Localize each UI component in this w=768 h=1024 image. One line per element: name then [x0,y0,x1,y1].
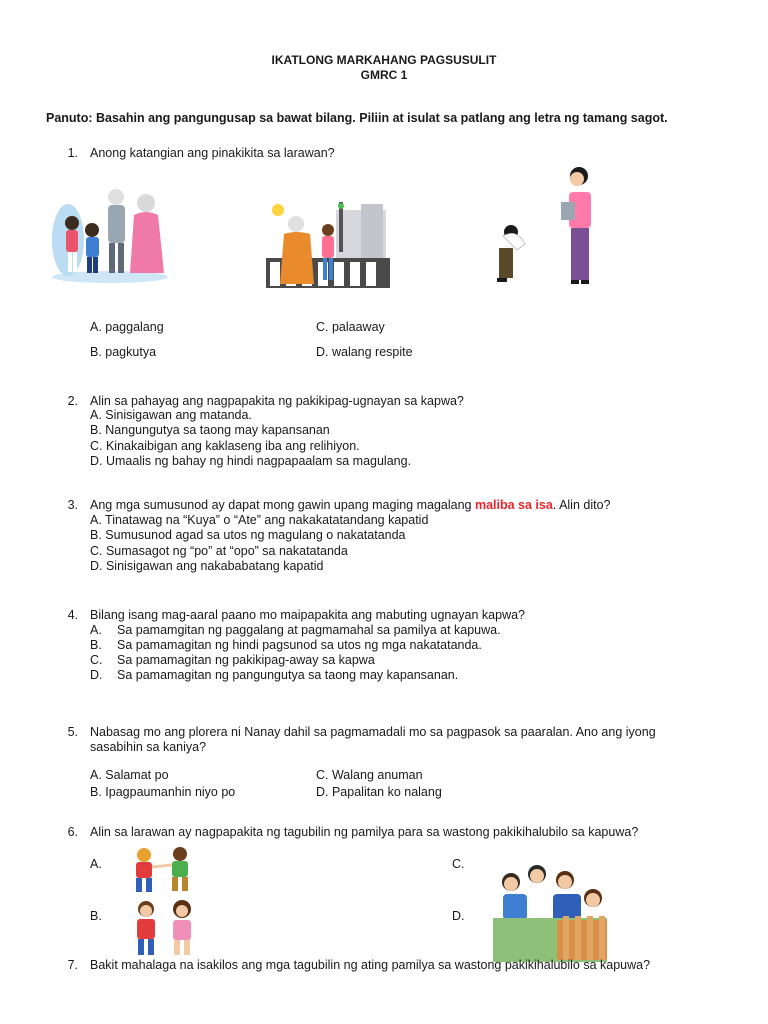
document-title: IKATLONG MARKAHANG PAGSUSULIT [271,53,497,67]
question-3-text [90,498,611,512]
question-4-choice-b-letter: B. [90,638,102,652]
question-3-text-before: Ang mga sumusunod ay dapat mong gawin upang maging magalang [90,498,475,512]
question-4-number: 4. [67,608,78,622]
question-2-choice-b: B. Nangungutya sa taong may kapansanan [90,423,330,437]
question-5-choice-a: A. Salamat po [90,768,169,782]
question-2-text: Alin sa pahayag ang nagpapakita ng pakikipag-ugnayan sa kapwa? [90,394,464,408]
question-3-choice-d: D. Sinisigawan ang nakababatang kapatid [90,559,324,573]
instructions: Panuto: Basahin ang pangungusap sa bawat bilang. Piliin at isulat sa patlang ang letra ng tamang sagot. [46,111,668,125]
illustration-children-fighting [124,845,208,895]
question-6-choice-c: C. [452,857,465,871]
question-4-choice-c-letter: C. [90,653,103,667]
question-7-number: 7. [67,958,78,972]
document-subtitle: GMRC 1 [360,68,408,82]
question-3-choice-c: C. Sumasagot ng “po” at “opo” sa nakatatanda [90,544,348,558]
question-3-choice-b: B. Sumusunod agad sa utos ng magulang o nakatatanda [90,528,406,542]
question-4-choice-d-letter: D. [90,668,103,682]
question-3-number: 3. [67,498,78,512]
question-5-number: 5. [67,725,78,739]
question-2-choice-a: A. Sinisigawan ang matanda. [90,408,252,422]
question-3-choice-a: A. Tinatawag na “Kuya” o “Ate” ang nakakatatandang kapatid [90,513,429,527]
illustration-children-arguing [124,897,208,959]
question-5-text-line1: Nabasag mo ang plorera ni Nanay dahil sa pagmamadali mo sa pagpasok sa paaralan. Ano ang iyong [90,725,656,739]
question-5-choice-b: B. Ipagpaumanhin niyo po [90,785,236,799]
illustration-crossing-street [266,200,390,288]
question-6-choice-d: D. [452,909,465,923]
question-5-choice-c: C. Walang anuman [316,768,423,782]
question-4-choice-c-text: Sa pamamagitan ng pakikipag-away sa kapwa [117,653,375,667]
question-4-choice-d-text: Sa pamamagitan ng pangungutya sa taong may kapansanan. [117,668,459,682]
illustration-family-elders [50,185,170,285]
question-6-choice-a: A. [90,857,102,871]
question-6-number: 6. [67,825,78,839]
question-2-choice-d: D. Umaalis ng bahay ng hindi nagpapaalam sa magulang. [90,454,412,468]
question-4-text: Bilang isang mag-aaral paano mo maipapakita ang mabuting ugnayan kapwa? [90,608,526,622]
question-2-number: 2. [67,394,78,408]
question-5-text-line2: sasabihin sa kaniya? [90,740,207,754]
question-1-choice-c: C. palaaway [316,320,385,334]
question-1-choice-d: D. walang respite [316,345,413,359]
question-1-number: 1. [67,146,78,160]
illustration-people-fence [493,858,607,962]
question-4-choice-a-letter: A. [90,623,102,637]
question-3-highlight: maliba sa isa [474,498,553,512]
question-1-choice-b: B. pagkutya [90,345,157,359]
question-1-text: Anong katangian ang pinakikita sa larawan? [90,146,335,160]
illustration-bowing-child [495,162,607,286]
question-6-text: Alin sa larawan ay nagpapakita ng tagubilin ng pamilya para sa wastong pakikihalubilo sa kapuwa? [90,825,639,839]
question-2-choice-c: C. Kinakaibigan ang kaklaseng iba ang relihiyon. [90,439,360,453]
question-7-text: Bakit mahalaga na isakilos ang mga tagubilin ng ating pamilya sa wastong pakikihalubilo sa kapuwa? [90,958,651,972]
question-1-choice-a: A. paggalang [90,320,164,334]
question-4-choice-a-text: Sa pamamgitan ng paggalang at pagmamahal sa pamilya at kapuwa. [117,623,501,637]
question-5-choice-d: D. Papalitan ko nalang [316,785,442,799]
question-4-choice-b-text: Sa pamamagitan ng hindi pagsunod sa utos ng mga nakatatanda. [117,638,482,652]
question-6-choice-b: B. [90,909,102,923]
question-3-text-after: . Alin dito? [552,498,611,512]
